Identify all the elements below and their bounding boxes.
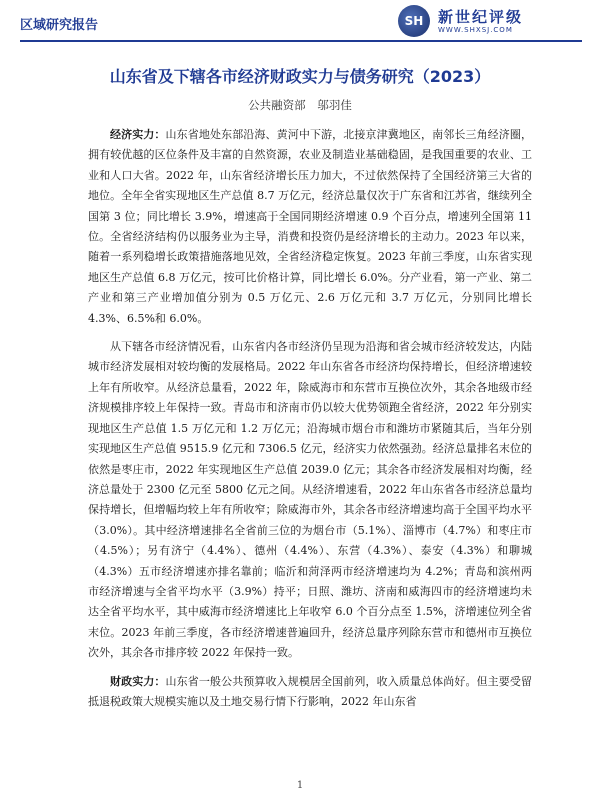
paragraph-lead: 经济实力： <box>110 128 166 141</box>
logo-emblem-icon <box>398 5 430 37</box>
paragraph-city-economy <box>88 337 532 664</box>
paragraph-text: 从下辖各市经济情况看，山东省内各市经济仍呈现为沿海和省会城市经济较发达，内陆城市经济发展相对较均衡的发展格局。2022 年山东省各市经济均保持增长，但经济增速较上年有所收窄。从经济总量看，2022 年，除威海市和东营市互换位次外，其余各地级市经济规模排序较上年保持一致。青岛市和济南市仍以较大优势领跑全省经济，2022 年分别实现地区生产总值 1.5 万亿元和 1.2 万亿元；沿海城市烟台市和潍坊市紧随其后，当年分别实现地区生产总值 9515.9 亿元和 7306.5 亿元，经济实力依然强劲。经济总量排名末位的依然是枣庄市，2022 年实现地区生产总值 2039.0 亿元；其余各市经济发展相对均衡，经济总量处于 2300 亿元至 5800 亿元之间。从经济增速看，2022 年山东省各市经济总量均保持增长，但增幅均较上年有所收窄；除威海市外，其余各市经济增速均高于全国平均水平（3.0%）。其中经济增速排名全省前三位的为烟台市（5.1%）、淄博市（4.7%）和枣庄市（4.5%）；另有济宁（4.4%）、德州（4.4%）、东营（4.3%）、泰安（4.3%）和聊城（4.3%）五市经济增速亦排名靠前；临沂和菏泽两市经济增速均为 4.2%；青岛和滨州两市经济增速与全省平均水平（3.9%）持平；日照、潍坊、济南和威海四市的经济增速均未达全省平均水平，其中威海市经济增速比上年收窄 6.0 个百分点至 1.5%，济增速位列全省末位。2023 年前三季度，各市经济增速普遍回升，经济总量序列除东营市和德州市互换位次外，其余各市排序较 2022 年保持一致。 <box>88 340 532 660</box>
paragraph-fiscal-strength <box>88 672 532 713</box>
company-logo <box>398 5 583 41</box>
paragraph-text: 山东省一般公共预算收入规模居全国前列，收入质量总体尚好。但主要受留抵退税政策大规模实施以及土地交易行情下行影响，2022 年山东省 <box>88 674 533 708</box>
section-label: 区域研究报告 <box>20 18 99 33</box>
report-header <box>0 0 600 44</box>
logo-url: WWW.SHXSJ.COM <box>438 26 513 34</box>
author-name: 邬羽佳 <box>317 98 352 112</box>
logo-mark: SH <box>404 14 424 28</box>
paragraph-lead: 财政实力： <box>110 674 166 688</box>
paragraph-economic-strength <box>88 125 532 329</box>
header-divider <box>20 40 582 42</box>
author-department: 公共融资部 <box>248 98 306 112</box>
page-number: 1 <box>296 780 304 791</box>
document-body <box>88 125 532 720</box>
author-line <box>0 97 600 113</box>
document-title: 山东省及下辖各市经济财政实力与债务研究（2023） <box>109 67 491 86</box>
paragraph-text: 山东省地处东部沿海、黄河中下游，北接京津冀地区，南邻长三角经济圈，拥有较优越的区位条件及丰富的自然资源，农业及制造业基础稳固，是我国重要的农业、工业和人口大省。2022 年，山东省经济增长压力加大，不过依然保持了全国经济第三大省的地位。全年全省实现地区生产总值 8.7 万亿元，经济总量仅次于广东省和江苏省，继续列全国第 3 位；同比增长 3.9%，增速高于全国同期经济增速 0.9 个百分点，增速列全国第 11 位。全省经济结构仍以服务业为主导，消费和投资仍是经济增长的主动力。2023 年以来，随着一系列稳增长政策措施落地见效，全省经济稳定恢复。2023 年前三季度，山东省实现地区生产总值 6.8 万亿元，按可比价格计算，同比增长 6.0%。分产业看，第一产业、第二产业和第三产业增加值分别为 0.5 万亿元、2.6 万亿元和 3.7 万亿元，分别同比增长 4.3%、6.5%和 6.0%。 <box>88 128 533 325</box>
logo-name: 新世纪评级 <box>438 8 524 26</box>
